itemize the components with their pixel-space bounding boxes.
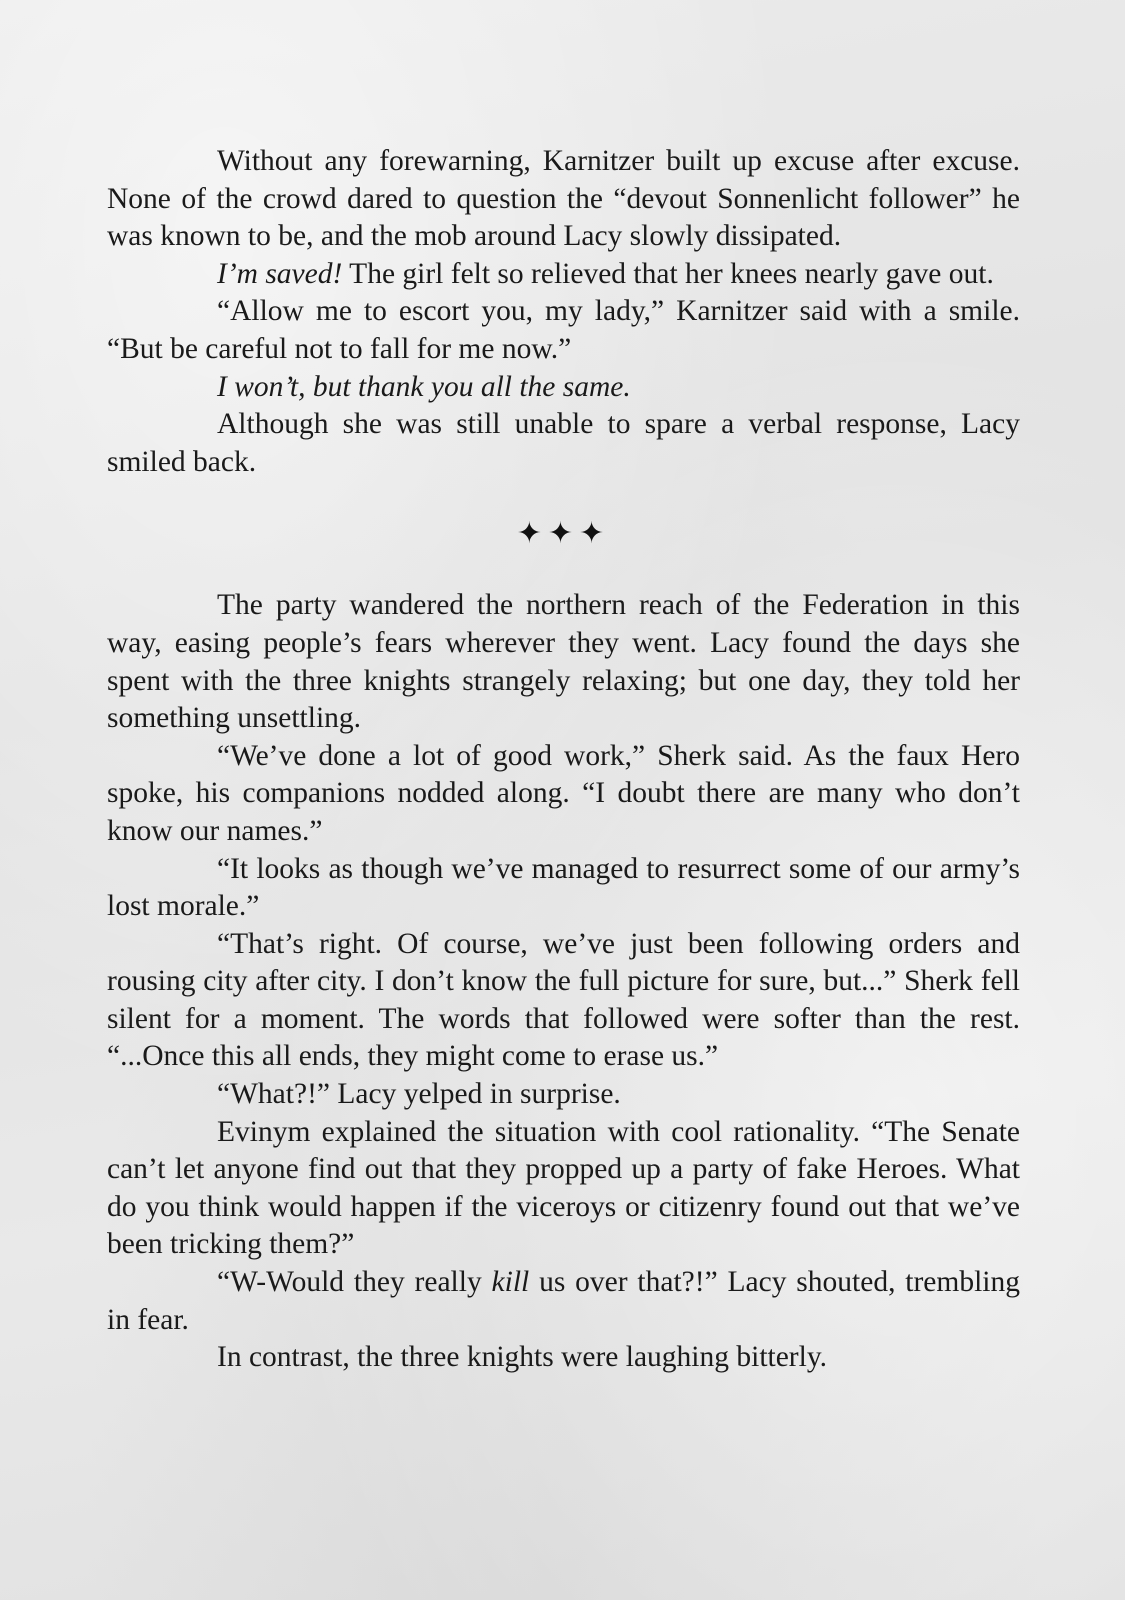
paragraph	[107, 143, 1020, 256]
italic-text: I won’t, but thank you all the same.	[217, 370, 631, 403]
paragraph	[107, 1076, 1020, 1114]
paragraph-text: The party wandered the northern reach of the Federation in this way, easing people’s fears wherever they went. Lacy found the days she spent with the three knights strangely relaxing; but one day, they told her something unsettling.	[107, 589, 1020, 735]
paragraph	[107, 587, 1020, 737]
paragraph-text: “That’s right. Of course, we’ve just been following orders and rousing city after city. I don’t know the full picture for sure, but...” Sherk fell silent for a moment. The words that followed were softer than the rest. “...Once this all ends, they might come to erase us.”	[107, 927, 1020, 1073]
paragraph	[107, 293, 1020, 368]
paragraph-text: In contrast, the three knights were laughing bitterly.	[217, 1341, 828, 1374]
paragraph-text: Without any forewarning, Karnitzer built up excuse after excuse. None of the crowd dared to question the “devout Sonnenlicht follower” he was known to be, and the mob around Lacy slowly dissipated.	[107, 145, 1020, 253]
paragraph	[107, 851, 1020, 926]
paragraph-text: Evinym explained the situation with cool rationality. “The Senate can’t let anyone find out that they propped up a party of fake Heroes. What do you think would happen if the viceroys or citizenry found out that we’ve been tricking them?”	[107, 1115, 1020, 1261]
book-page	[107, 143, 1020, 1377]
text-section-1	[107, 143, 1020, 481]
section-separator	[107, 515, 1020, 553]
paragraph-text: Although she was still unable to spare a verbal response, Lacy smiled back.	[107, 408, 1020, 478]
paragraph	[107, 1114, 1020, 1264]
paragraph	[107, 926, 1020, 1076]
paragraph	[107, 738, 1020, 851]
paragraph-text: The girl felt so relieved that her knees nearly gave out.	[342, 257, 994, 290]
paragraph	[107, 256, 1020, 294]
paragraph	[107, 369, 1020, 407]
paragraph-text: “We’ve done a lot of good work,” Sherk said. As the faux Hero spoke, his companions nodded along. “I doubt there are many who don’t know our names.”	[107, 739, 1020, 847]
paragraph	[107, 1264, 1020, 1339]
paragraph	[107, 406, 1020, 481]
text-section-2	[107, 587, 1020, 1376]
paragraph-text: “It looks as though we’ve managed to resurrect some of our army’s lost morale.”	[107, 852, 1020, 923]
italic-text: kill	[491, 1266, 530, 1299]
paragraph	[107, 1339, 1020, 1377]
paragraph-text: “W-Would they really	[217, 1266, 492, 1299]
italic-text: I’m saved!	[217, 257, 343, 290]
separator-stars: ✦✦✦	[516, 516, 611, 552]
paragraph-text: “What?!” Lacy yelped in surprise.	[217, 1078, 621, 1111]
paragraph-text: “Allow me to escort you, my lady,” Karnitzer said with a smile. “But be careful not to fall for me now.”	[107, 295, 1020, 365]
paragraph-text: us over that?!” Lacy shouted, trembling in fear.	[107, 1266, 1020, 1336]
